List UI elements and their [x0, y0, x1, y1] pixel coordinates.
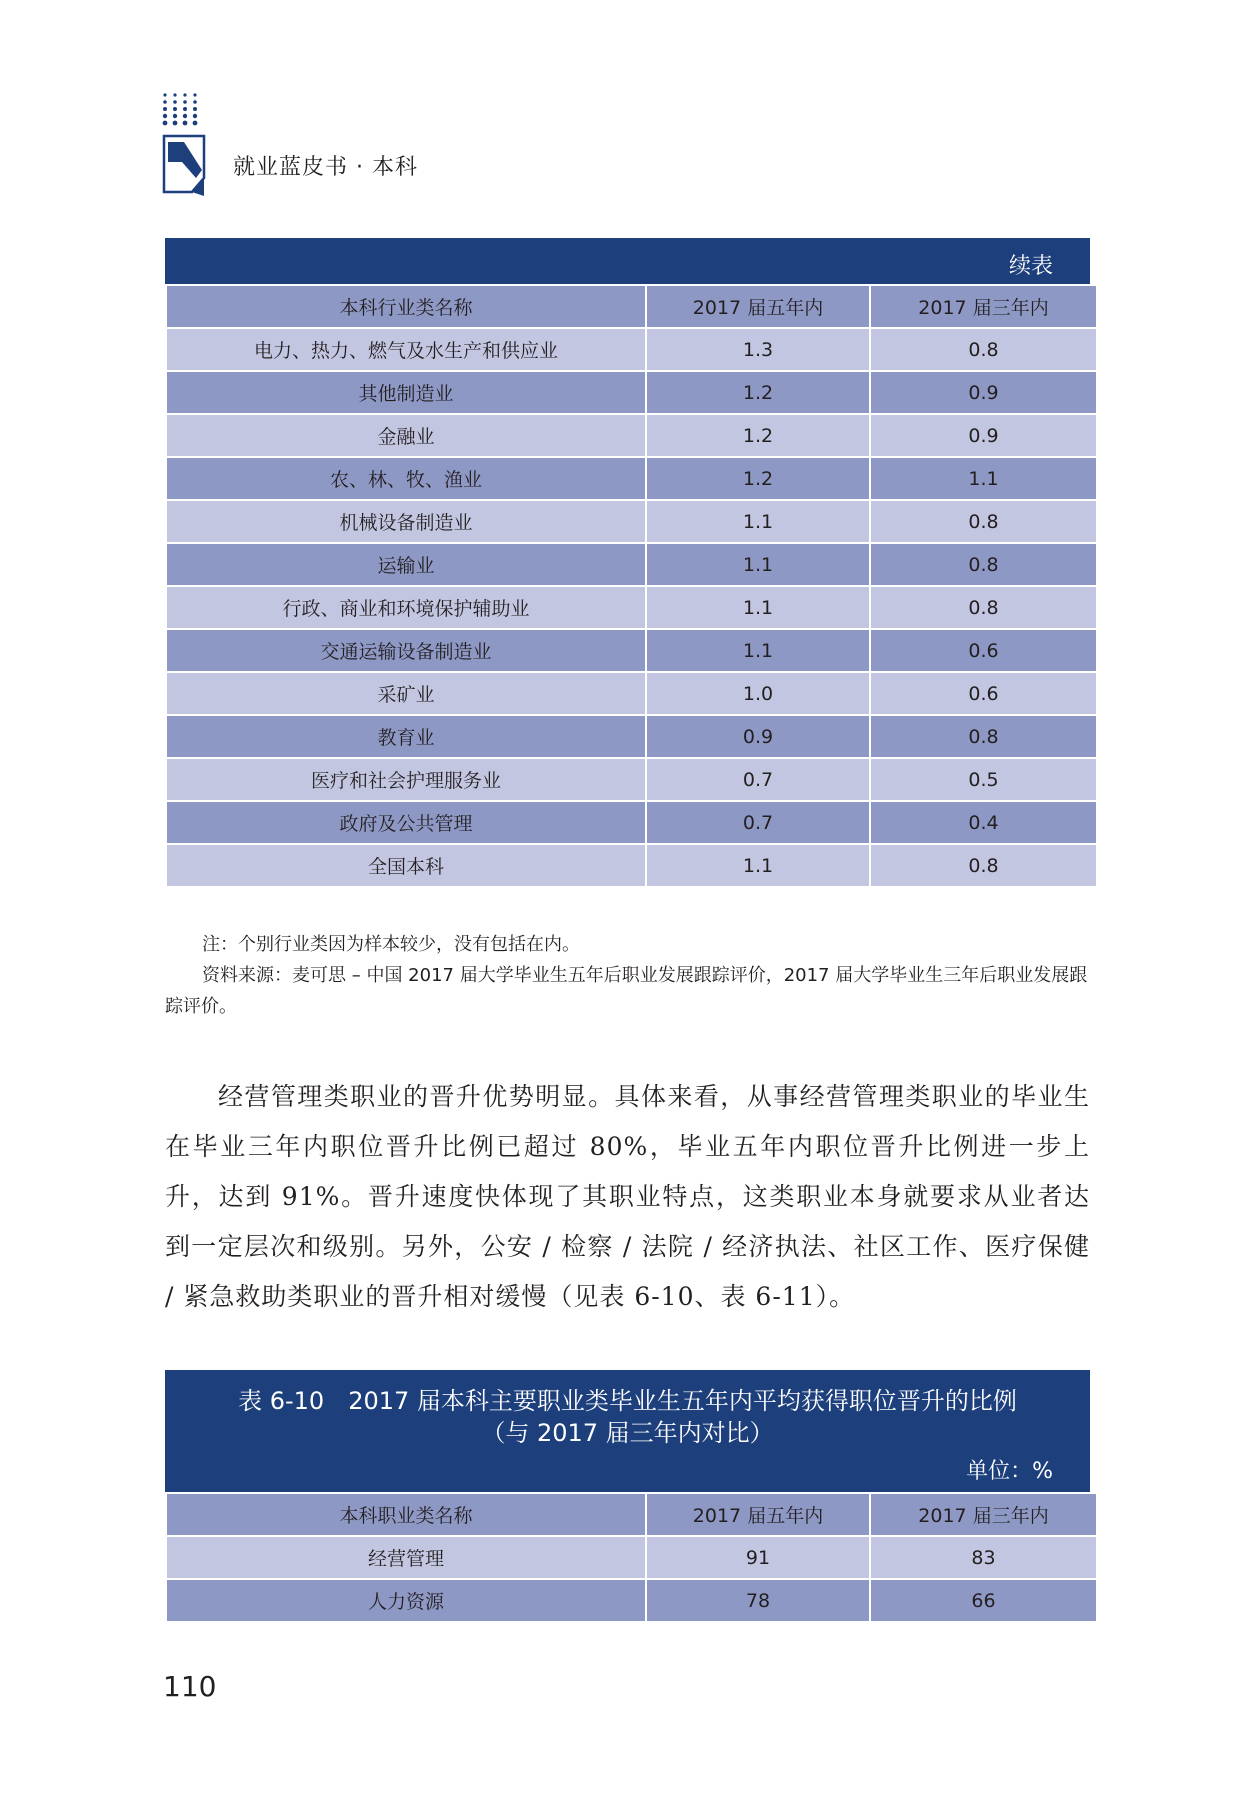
- column-header: 2017 届三年内: [870, 1493, 1097, 1536]
- table-cell: 其他制造业: [166, 371, 646, 414]
- table-cell: 1.1: [870, 457, 1097, 500]
- table-row: [166, 758, 1097, 801]
- table-row: [166, 844, 1097, 887]
- table-cell: 运输业: [166, 543, 646, 586]
- table-cell: 0.4: [870, 801, 1097, 844]
- table-cell: 66: [870, 1579, 1097, 1622]
- industry-table: [165, 284, 1098, 888]
- table-note: 注：个别行业类因为样本较少，没有包括在内。: [202, 934, 580, 955]
- continued-label: 续表: [1008, 254, 1053, 279]
- table-cell: 0.6: [870, 672, 1097, 715]
- table-cell: 1.2: [646, 371, 870, 414]
- table-cell: 1.3: [646, 328, 870, 371]
- table-cell: 0.5: [870, 758, 1097, 801]
- table-cell: 0.8: [870, 844, 1097, 887]
- table-cell: 1.2: [646, 414, 870, 457]
- column-header: 2017 届三年内: [870, 285, 1097, 328]
- table-cell: 1.1: [646, 543, 870, 586]
- table-cell: 医疗和社会护理服务业: [166, 758, 646, 801]
- table-row: [166, 457, 1097, 500]
- table-cell: 0.7: [646, 758, 870, 801]
- table-cell: 政府及公共管理: [166, 801, 646, 844]
- column-header: 本科职业类名称: [166, 1493, 646, 1536]
- table-cell: 0.9: [870, 371, 1097, 414]
- table-title-bar: [165, 1370, 1090, 1492]
- column-header: 2017 届五年内: [646, 1493, 870, 1536]
- table-row: [166, 414, 1097, 457]
- table-cell: 电力、热力、燃气及水生产和供应业: [166, 328, 646, 371]
- table-row: [166, 672, 1097, 715]
- table-cell: 91: [646, 1536, 870, 1579]
- table-cell: 0.8: [870, 328, 1097, 371]
- table-header-row: [166, 1493, 1097, 1536]
- table-row: [166, 371, 1097, 414]
- table-cell: 0.8: [870, 715, 1097, 758]
- column-header: 2017 届五年内: [646, 285, 870, 328]
- table-cell: 交通运输设备制造业: [166, 629, 646, 672]
- table-row: [166, 629, 1097, 672]
- table-row: [166, 500, 1097, 543]
- table-cell: 行政、商业和环境保护辅助业: [166, 586, 646, 629]
- table-cell: 采矿业: [166, 672, 646, 715]
- table-cell: 人力资源: [166, 1579, 646, 1622]
- table-row: [166, 586, 1097, 629]
- table-cell: 经营管理: [166, 1536, 646, 1579]
- table-continued-bar: [165, 238, 1090, 284]
- table-subtitle: （与 2017 届三年内对比）: [481, 1419, 774, 1447]
- column-header: 本科行业类名称: [166, 285, 646, 328]
- table-cell: 农、林、牧、渔业: [166, 457, 646, 500]
- table-cell: 78: [646, 1579, 870, 1622]
- table-cell: 0.8: [870, 543, 1097, 586]
- table-cell: 0.7: [646, 801, 870, 844]
- table-cell: 机械设备制造业: [166, 500, 646, 543]
- page-number: 110: [163, 1670, 217, 1703]
- table-cell: 0.9: [646, 715, 870, 758]
- table-row: [166, 328, 1097, 371]
- table-cell: 1.1: [646, 586, 870, 629]
- book-corner-logo-icon: [162, 92, 212, 198]
- table-row: [166, 1536, 1097, 1579]
- table-title: 表 6-10 2017 届本科主要职业类毕业生五年内平均获得职位晋升的比例: [238, 1387, 1017, 1415]
- table-unit: 单位：%: [966, 1459, 1053, 1484]
- table-cell: 全国本科: [166, 844, 646, 887]
- table-cell: 1.0: [646, 672, 870, 715]
- table-header-row: [166, 285, 1097, 328]
- table-cell: 金融业: [166, 414, 646, 457]
- table-row: [166, 801, 1097, 844]
- table-cell: 1.2: [646, 457, 870, 500]
- table-row: [166, 1579, 1097, 1622]
- table-cell: 0.8: [870, 500, 1097, 543]
- table-source: 资料来源：麦可思 – 中国 2017 届大学毕业生五年后职业发展跟踪评价，2017 届大学毕业生三年后职业发展跟踪评价。: [165, 965, 1088, 1017]
- table-cell: 0.9: [870, 414, 1097, 457]
- table-cell: 0.6: [870, 629, 1097, 672]
- table-cell: 0.8: [870, 586, 1097, 629]
- body-paragraph: 经营管理类职业的晋升优势明显。具体来看，从事经营管理类职业的毕业生在毕业三年内职位晋升比例已超过 80%，毕业五年内职位晋升比例进一步上升，达到 91%。晋升速度快体现了其职业特点，这类职业本身就要求从业者达到一定层次和级别。另外，公安 / 检察 / 法院 / 经济执法、社区工作、医疗保健 / 紧急救助类职业的晋升相对缓慢（见表 6-10、表 6-11）。: [165, 1082, 1090, 1311]
- running-header-title: 就业蓝皮书 · 本科: [233, 155, 418, 180]
- table-cell: 教育业: [166, 715, 646, 758]
- table-row: [166, 543, 1097, 586]
- table-cell: 1.1: [646, 844, 870, 887]
- table-cell: 1.1: [646, 629, 870, 672]
- occupation-table: [165, 1492, 1098, 1623]
- table-cell: 83: [870, 1536, 1097, 1579]
- table-cell: 1.1: [646, 500, 870, 543]
- table-row: [166, 715, 1097, 758]
